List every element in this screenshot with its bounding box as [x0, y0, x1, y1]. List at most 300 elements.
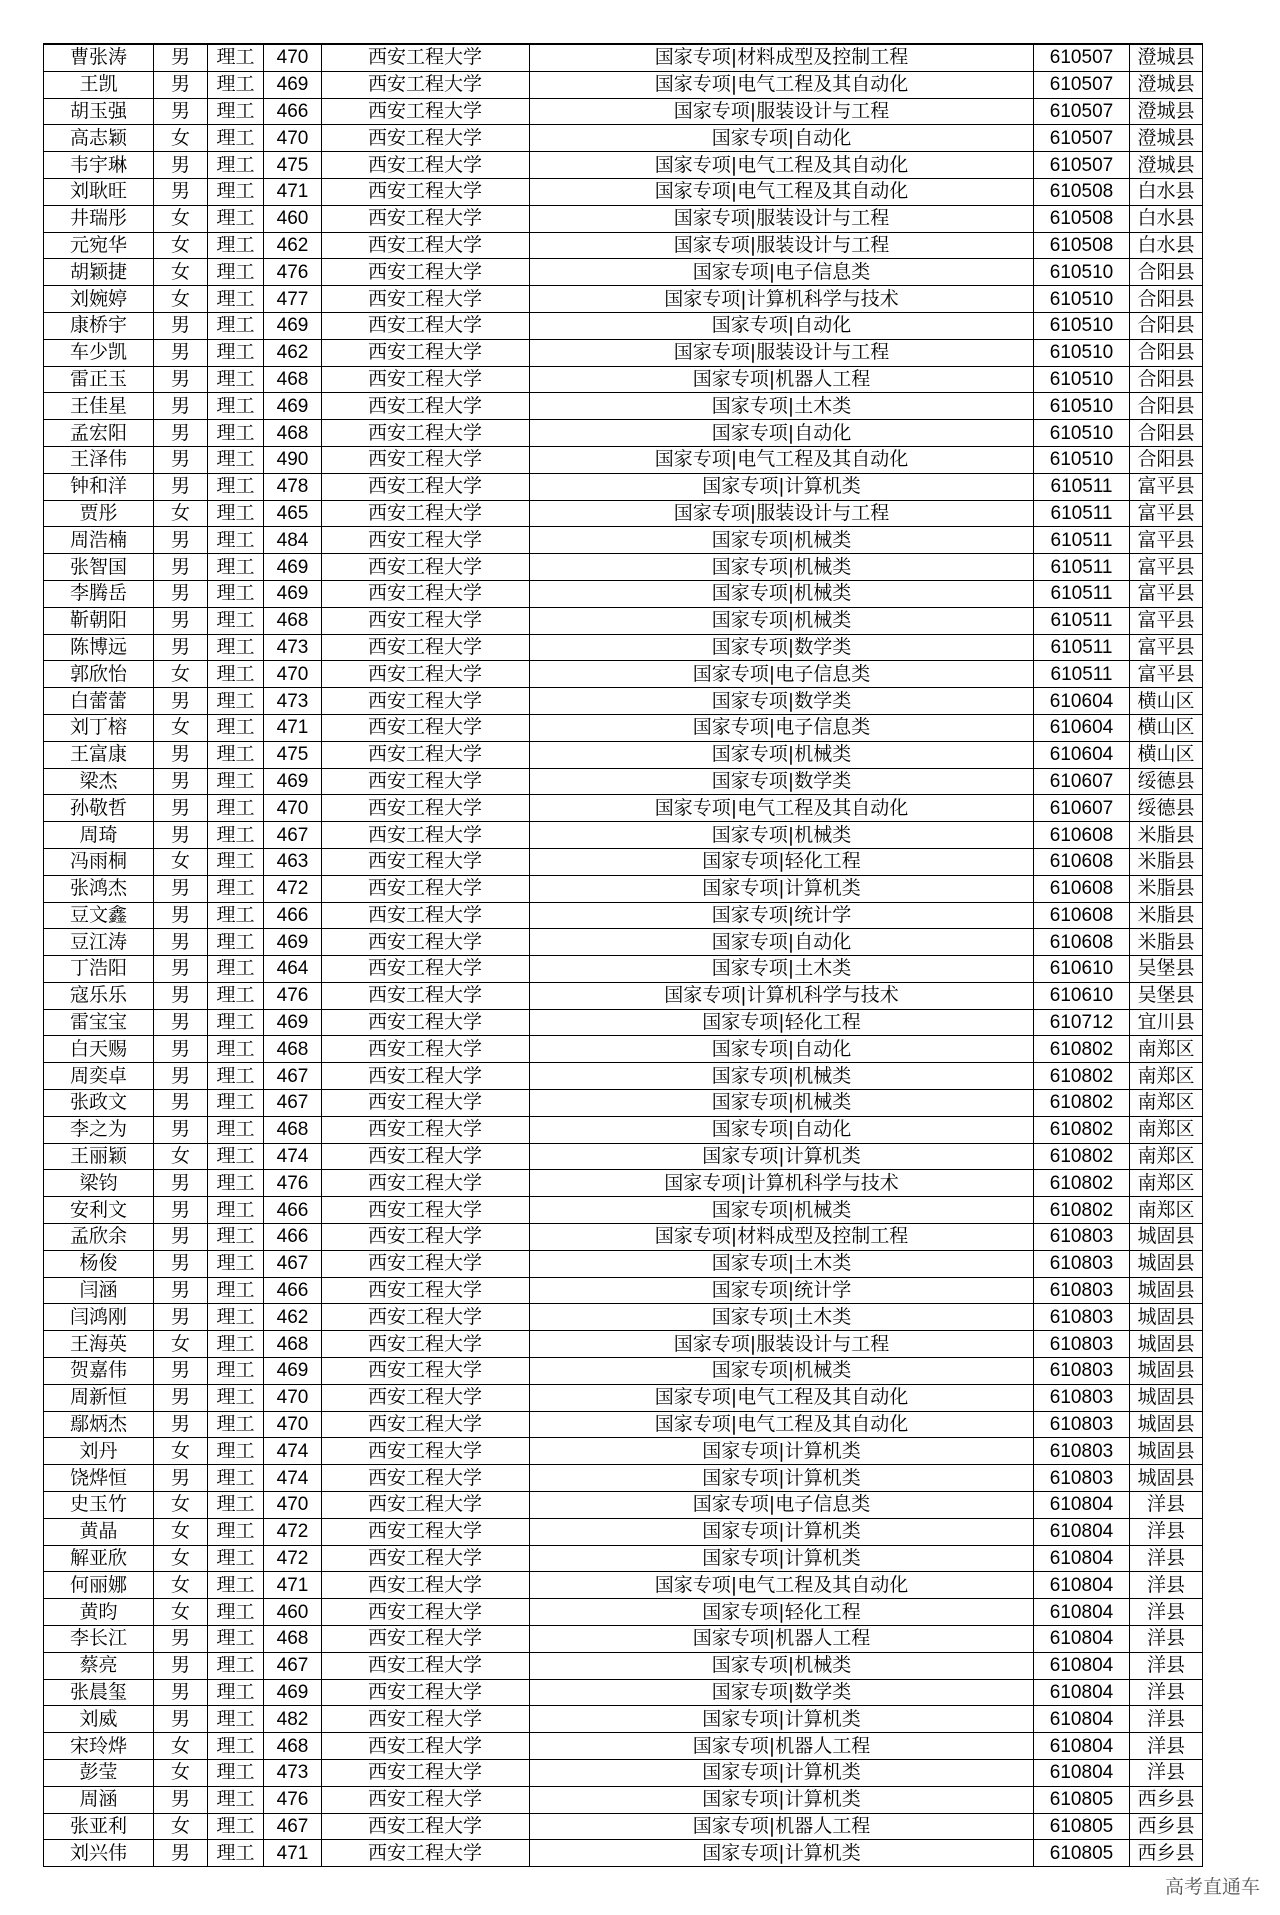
- region-code-cell: 610804: [1033, 1519, 1129, 1545]
- region-code-cell: 610510: [1033, 286, 1129, 312]
- name-cell: 雷宝宝: [43, 1010, 153, 1036]
- score-cell: 468: [263, 1733, 321, 1759]
- university-cell: 西安工程大学: [321, 1626, 529, 1652]
- region-code-cell: 610804: [1033, 1733, 1129, 1759]
- score-cell: 473: [263, 688, 321, 714]
- gender-cell: 男: [153, 769, 207, 795]
- name-cell: 王佳星: [43, 393, 153, 419]
- university-cell: 西安工程大学: [321, 742, 529, 768]
- major-cell: 国家专项|计算机科学与技术: [529, 1170, 1033, 1196]
- gender-cell: 男: [153, 688, 207, 714]
- major-cell: 国家专项|计算机类: [529, 1519, 1033, 1545]
- gender-cell: 男: [153, 72, 207, 98]
- score-cell: 472: [263, 1519, 321, 1545]
- score-cell: 482: [263, 1706, 321, 1732]
- category-cell: 理工: [207, 72, 263, 98]
- major-cell: 国家专项|轻化工程: [529, 1599, 1033, 1625]
- gender-cell: 男: [153, 474, 207, 500]
- region-code-cell: 610511: [1033, 474, 1129, 500]
- name-cell: 冯雨桐: [43, 849, 153, 875]
- name-cell: 刘兴伟: [43, 1840, 153, 1866]
- category-cell: 理工: [207, 849, 263, 875]
- table-row: [43, 1706, 1203, 1733]
- table-row: [43, 1036, 1203, 1063]
- name-cell: 张鸿杰: [43, 876, 153, 902]
- score-cell: 462: [263, 233, 321, 259]
- category-cell: 理工: [207, 179, 263, 205]
- county-cell: 合阳县: [1129, 340, 1203, 366]
- category-cell: 理工: [207, 688, 263, 714]
- gender-cell: 男: [153, 1278, 207, 1304]
- category-cell: 理工: [207, 206, 263, 232]
- gender-cell: 女: [153, 286, 207, 312]
- name-cell: 王丽颖: [43, 1144, 153, 1170]
- county-cell: 澄城县: [1129, 152, 1203, 178]
- gender-cell: 女: [153, 1492, 207, 1518]
- county-cell: 富平县: [1129, 527, 1203, 553]
- score-cell: 470: [263, 795, 321, 821]
- major-cell: 国家专项|服装设计与工程: [529, 501, 1033, 527]
- region-code-cell: 610510: [1033, 367, 1129, 393]
- region-code-cell: 610802: [1033, 1090, 1129, 1116]
- county-cell: 洋县: [1129, 1760, 1203, 1786]
- university-cell: 西安工程大学: [321, 688, 529, 714]
- university-cell: 西安工程大学: [321, 1063, 529, 1089]
- university-cell: 西安工程大学: [321, 849, 529, 875]
- gender-cell: 男: [153, 1304, 207, 1330]
- major-cell: 国家专项|自动化: [529, 929, 1033, 955]
- category-cell: 理工: [207, 125, 263, 151]
- category-cell: 理工: [207, 903, 263, 929]
- gender-cell: 男: [153, 635, 207, 661]
- major-cell: 国家专项|计算机类: [529, 1438, 1033, 1464]
- table-row: [43, 715, 1203, 742]
- university-cell: 西安工程大学: [321, 554, 529, 580]
- county-cell: 绥德县: [1129, 769, 1203, 795]
- university-cell: 西安工程大学: [321, 795, 529, 821]
- category-cell: 理工: [207, 447, 263, 473]
- gender-cell: 男: [153, 1412, 207, 1438]
- name-cell: 王海英: [43, 1331, 153, 1357]
- major-cell: 国家专项|计算机类: [529, 474, 1033, 500]
- university-cell: 西安工程大学: [321, 1680, 529, 1706]
- major-cell: 国家专项|土木类: [529, 393, 1033, 419]
- region-code-cell: 610803: [1033, 1251, 1129, 1277]
- region-code-cell: 610511: [1033, 554, 1129, 580]
- score-cell: 475: [263, 742, 321, 768]
- region-code-cell: 610604: [1033, 715, 1129, 741]
- name-cell: 张晨玺: [43, 1680, 153, 1706]
- university-cell: 西安工程大学: [321, 635, 529, 661]
- table-row: [43, 501, 1203, 528]
- university-cell: 西安工程大学: [321, 1304, 529, 1330]
- major-cell: 国家专项|机械类: [529, 581, 1033, 607]
- university-cell: 西安工程大学: [321, 769, 529, 795]
- county-cell: 横山区: [1129, 742, 1203, 768]
- major-cell: 国家专项|计算机类: [529, 1546, 1033, 1572]
- major-cell: 国家专项|机械类: [529, 1358, 1033, 1384]
- category-cell: 理工: [207, 1170, 263, 1196]
- gender-cell: 男: [153, 876, 207, 902]
- major-cell: 国家专项|机械类: [529, 1653, 1033, 1679]
- university-cell: 西安工程大学: [321, 903, 529, 929]
- gender-cell: 女: [153, 1438, 207, 1464]
- county-cell: 西乡县: [1129, 1787, 1203, 1813]
- county-cell: 绥德县: [1129, 795, 1203, 821]
- major-cell: 国家专项|数学类: [529, 688, 1033, 714]
- score-cell: 465: [263, 501, 321, 527]
- name-cell: 黄晶: [43, 1519, 153, 1545]
- major-cell: 国家专项|机械类: [529, 1197, 1033, 1223]
- table-row: [43, 554, 1203, 581]
- university-cell: 西安工程大学: [321, 1814, 529, 1840]
- table-row: [43, 742, 1203, 769]
- gender-cell: 男: [153, 367, 207, 393]
- score-cell: 469: [263, 1010, 321, 1036]
- score-cell: 477: [263, 286, 321, 312]
- region-code-cell: 610511: [1033, 608, 1129, 634]
- table-row: [43, 1546, 1203, 1573]
- region-code-cell: 610507: [1033, 45, 1129, 71]
- score-cell: 467: [263, 1063, 321, 1089]
- name-cell: 梁钧: [43, 1170, 153, 1196]
- name-cell: 王泽伟: [43, 447, 153, 473]
- county-cell: 城固县: [1129, 1385, 1203, 1411]
- county-cell: 合阳县: [1129, 286, 1203, 312]
- major-cell: 国家专项|自动化: [529, 313, 1033, 339]
- gender-cell: 男: [153, 1117, 207, 1143]
- major-cell: 国家专项|服装设计与工程: [529, 99, 1033, 125]
- university-cell: 西安工程大学: [321, 527, 529, 553]
- category-cell: 理工: [207, 1224, 263, 1250]
- category-cell: 理工: [207, 1680, 263, 1706]
- university-cell: 西安工程大学: [321, 367, 529, 393]
- university-cell: 西安工程大学: [321, 420, 529, 446]
- county-cell: 洋县: [1129, 1492, 1203, 1518]
- major-cell: 国家专项|服装设计与工程: [529, 1331, 1033, 1357]
- gender-cell: 男: [153, 1036, 207, 1062]
- name-cell: 闫鸿刚: [43, 1304, 153, 1330]
- score-cell: 470: [263, 125, 321, 151]
- score-cell: 468: [263, 608, 321, 634]
- table-row: [43, 1814, 1203, 1841]
- name-cell: 何丽娜: [43, 1572, 153, 1598]
- county-cell: 西乡县: [1129, 1814, 1203, 1840]
- county-cell: 城固县: [1129, 1438, 1203, 1464]
- category-cell: 理工: [207, 1599, 263, 1625]
- table-row: [43, 581, 1203, 608]
- region-code-cell: 610510: [1033, 447, 1129, 473]
- score-cell: 471: [263, 1572, 321, 1598]
- gender-cell: 女: [153, 1144, 207, 1170]
- region-code-cell: 610510: [1033, 420, 1129, 446]
- gender-cell: 女: [153, 1599, 207, 1625]
- name-cell: 饶烨恒: [43, 1465, 153, 1491]
- major-cell: 国家专项|服装设计与工程: [529, 233, 1033, 259]
- county-cell: 洋县: [1129, 1546, 1203, 1572]
- major-cell: 国家专项|统计学: [529, 1278, 1033, 1304]
- region-code-cell: 610804: [1033, 1760, 1129, 1786]
- region-code-cell: 610511: [1033, 527, 1129, 553]
- category-cell: 理工: [207, 1787, 263, 1813]
- region-code-cell: 610803: [1033, 1385, 1129, 1411]
- name-cell: 解亚欣: [43, 1546, 153, 1572]
- name-cell: 刘丹: [43, 1438, 153, 1464]
- region-code-cell: 610507: [1033, 125, 1129, 151]
- table-row: [43, 661, 1203, 688]
- county-cell: 洋县: [1129, 1733, 1203, 1759]
- county-cell: 合阳县: [1129, 259, 1203, 285]
- major-cell: 国家专项|计算机类: [529, 1144, 1033, 1170]
- table-row: [43, 1680, 1203, 1707]
- category-cell: 理工: [207, 1278, 263, 1304]
- region-code-cell: 610610: [1033, 983, 1129, 1009]
- major-cell: 国家专项|自动化: [529, 1036, 1033, 1062]
- region-code-cell: 610510: [1033, 393, 1129, 419]
- category-cell: 理工: [207, 1840, 263, 1866]
- region-code-cell: 610803: [1033, 1358, 1129, 1384]
- university-cell: 西安工程大学: [321, 125, 529, 151]
- major-cell: 国家专项|电子信息类: [529, 661, 1033, 687]
- gender-cell: 女: [153, 501, 207, 527]
- gender-cell: 男: [153, 1251, 207, 1277]
- region-code-cell: 610804: [1033, 1572, 1129, 1598]
- gender-cell: 女: [153, 1760, 207, 1786]
- category-cell: 理工: [207, 1546, 263, 1572]
- university-cell: 西安工程大学: [321, 1653, 529, 1679]
- gender-cell: 男: [153, 608, 207, 634]
- name-cell: 井瑞彤: [43, 206, 153, 232]
- category-cell: 理工: [207, 1572, 263, 1598]
- university-cell: 西安工程大学: [321, 152, 529, 178]
- name-cell: 高志颖: [43, 125, 153, 151]
- table-row: [43, 1304, 1203, 1331]
- region-code-cell: 610804: [1033, 1653, 1129, 1679]
- name-cell: 宋玲烨: [43, 1733, 153, 1759]
- region-code-cell: 610507: [1033, 99, 1129, 125]
- name-cell: 杨俊: [43, 1251, 153, 1277]
- score-cell: 460: [263, 1599, 321, 1625]
- region-code-cell: 610804: [1033, 1492, 1129, 1518]
- county-cell: 南郑区: [1129, 1117, 1203, 1143]
- category-cell: 理工: [207, 822, 263, 848]
- gender-cell: 男: [153, 1170, 207, 1196]
- county-cell: 合阳县: [1129, 313, 1203, 339]
- major-cell: 国家专项|计算机类: [529, 876, 1033, 902]
- name-cell: 黄昀: [43, 1599, 153, 1625]
- gender-cell: 女: [153, 661, 207, 687]
- category-cell: 理工: [207, 367, 263, 393]
- score-cell: 470: [263, 1492, 321, 1518]
- name-cell: 康桥宇: [43, 313, 153, 339]
- score-cell: 469: [263, 1358, 321, 1384]
- county-cell: 横山区: [1129, 688, 1203, 714]
- table-row: [43, 45, 1203, 72]
- score-cell: 476: [263, 1170, 321, 1196]
- score-cell: 478: [263, 474, 321, 500]
- table-row: [43, 1519, 1203, 1546]
- table-row: [43, 1412, 1203, 1439]
- gender-cell: 男: [153, 447, 207, 473]
- county-cell: 城固县: [1129, 1224, 1203, 1250]
- category-cell: 理工: [207, 152, 263, 178]
- gender-cell: 男: [153, 822, 207, 848]
- score-cell: 473: [263, 635, 321, 661]
- score-cell: 464: [263, 956, 321, 982]
- score-cell: 466: [263, 1197, 321, 1223]
- score-cell: 468: [263, 367, 321, 393]
- gender-cell: 女: [153, 715, 207, 741]
- gender-cell: 女: [153, 206, 207, 232]
- category-cell: 理工: [207, 1385, 263, 1411]
- category-cell: 理工: [207, 1519, 263, 1545]
- table-row: [43, 125, 1203, 152]
- name-cell: 周奕卓: [43, 1063, 153, 1089]
- gender-cell: 男: [153, 554, 207, 580]
- major-cell: 国家专项|服装设计与工程: [529, 340, 1033, 366]
- gender-cell: 女: [153, 1572, 207, 1598]
- county-cell: 澄城县: [1129, 72, 1203, 98]
- university-cell: 西安工程大学: [321, 1197, 529, 1223]
- county-cell: 合阳县: [1129, 447, 1203, 473]
- name-cell: 白天赐: [43, 1036, 153, 1062]
- table-row: [43, 420, 1203, 447]
- region-code-cell: 610802: [1033, 1036, 1129, 1062]
- name-cell: 梁杰: [43, 769, 153, 795]
- table-row: [43, 233, 1203, 260]
- category-cell: 理工: [207, 393, 263, 419]
- table-row: [43, 313, 1203, 340]
- table-row: [43, 822, 1203, 849]
- name-cell: 孟宏阳: [43, 420, 153, 446]
- table-row: [43, 1224, 1203, 1251]
- county-cell: 米脂县: [1129, 929, 1203, 955]
- county-cell: 米脂县: [1129, 849, 1203, 875]
- gender-cell: 男: [153, 45, 207, 71]
- score-cell: 470: [263, 1412, 321, 1438]
- major-cell: 国家专项|机器人工程: [529, 367, 1033, 393]
- category-cell: 理工: [207, 1492, 263, 1518]
- name-cell: 刘丁榕: [43, 715, 153, 741]
- category-cell: 理工: [207, 45, 263, 71]
- table-row: [43, 1063, 1203, 1090]
- gender-cell: 女: [153, 125, 207, 151]
- name-cell: 胡颖捷: [43, 259, 153, 285]
- name-cell: 贾彤: [43, 501, 153, 527]
- score-cell: 469: [263, 72, 321, 98]
- university-cell: 西安工程大学: [321, 1385, 529, 1411]
- university-cell: 西安工程大学: [321, 179, 529, 205]
- table-row: [43, 1278, 1203, 1305]
- category-cell: 理工: [207, 527, 263, 553]
- major-cell: 国家专项|计算机科学与技术: [529, 983, 1033, 1009]
- table-row: [43, 1626, 1203, 1653]
- table-row: [43, 393, 1203, 420]
- name-cell: 李之为: [43, 1117, 153, 1143]
- category-cell: 理工: [207, 1063, 263, 1089]
- score-cell: 476: [263, 259, 321, 285]
- name-cell: 刘威: [43, 1706, 153, 1732]
- category-cell: 理工: [207, 1331, 263, 1357]
- county-cell: 南郑区: [1129, 1144, 1203, 1170]
- table-row: [43, 1385, 1203, 1412]
- university-cell: 西安工程大学: [321, 1331, 529, 1357]
- gender-cell: 男: [153, 1385, 207, 1411]
- county-cell: 城固县: [1129, 1465, 1203, 1491]
- university-cell: 西安工程大学: [321, 929, 529, 955]
- name-cell: 孙敬哲: [43, 795, 153, 821]
- score-cell: 462: [263, 340, 321, 366]
- score-cell: 468: [263, 420, 321, 446]
- county-cell: 富平县: [1129, 635, 1203, 661]
- county-cell: 洋县: [1129, 1680, 1203, 1706]
- gender-cell: 女: [153, 849, 207, 875]
- university-cell: 西安工程大学: [321, 715, 529, 741]
- gender-cell: 男: [153, 1680, 207, 1706]
- gender-cell: 男: [153, 1840, 207, 1866]
- name-cell: 豆文鑫: [43, 903, 153, 929]
- score-cell: 460: [263, 206, 321, 232]
- major-cell: 国家专项|材料成型及控制工程: [529, 1224, 1033, 1250]
- university-cell: 西安工程大学: [321, 1492, 529, 1518]
- score-cell: 472: [263, 1546, 321, 1572]
- region-code-cell: 610803: [1033, 1224, 1129, 1250]
- county-cell: 米脂县: [1129, 903, 1203, 929]
- major-cell: 国家专项|土木类: [529, 1251, 1033, 1277]
- major-cell: 国家专项|统计学: [529, 903, 1033, 929]
- region-code-cell: 610608: [1033, 849, 1129, 875]
- name-cell: 靳朝阳: [43, 608, 153, 634]
- score-cell: 469: [263, 769, 321, 795]
- university-cell: 西安工程大学: [321, 822, 529, 848]
- university-cell: 西安工程大学: [321, 474, 529, 500]
- table-row: [43, 1653, 1203, 1680]
- gender-cell: 男: [153, 313, 207, 339]
- university-cell: 西安工程大学: [321, 1117, 529, 1143]
- region-code-cell: 610804: [1033, 1546, 1129, 1572]
- university-cell: 西安工程大学: [321, 1278, 529, 1304]
- category-cell: 理工: [207, 1251, 263, 1277]
- table-row: [43, 1465, 1203, 1492]
- category-cell: 理工: [207, 233, 263, 259]
- table-row: [43, 286, 1203, 313]
- category-cell: 理工: [207, 929, 263, 955]
- university-cell: 西安工程大学: [321, 1519, 529, 1545]
- score-cell: 476: [263, 983, 321, 1009]
- gender-cell: 男: [153, 1090, 207, 1116]
- major-cell: 国家专项|计算机类: [529, 1465, 1033, 1491]
- gender-cell: 男: [153, 99, 207, 125]
- gender-cell: 男: [153, 527, 207, 553]
- region-code-cell: 610802: [1033, 1144, 1129, 1170]
- category-cell: 理工: [207, 1197, 263, 1223]
- region-code-cell: 610805: [1033, 1814, 1129, 1840]
- county-cell: 富平县: [1129, 474, 1203, 500]
- score-cell: 467: [263, 1251, 321, 1277]
- score-cell: 469: [263, 554, 321, 580]
- county-cell: 南郑区: [1129, 1036, 1203, 1062]
- major-cell: 国家专项|机械类: [529, 822, 1033, 848]
- table-row: [43, 1090, 1203, 1117]
- name-cell: 车少凯: [43, 340, 153, 366]
- county-cell: 南郑区: [1129, 1063, 1203, 1089]
- university-cell: 西安工程大学: [321, 340, 529, 366]
- score-cell: 474: [263, 1144, 321, 1170]
- major-cell: 国家专项|电气工程及其自动化: [529, 1385, 1033, 1411]
- category-cell: 理工: [207, 286, 263, 312]
- score-cell: 468: [263, 1626, 321, 1652]
- table-row: [43, 608, 1203, 635]
